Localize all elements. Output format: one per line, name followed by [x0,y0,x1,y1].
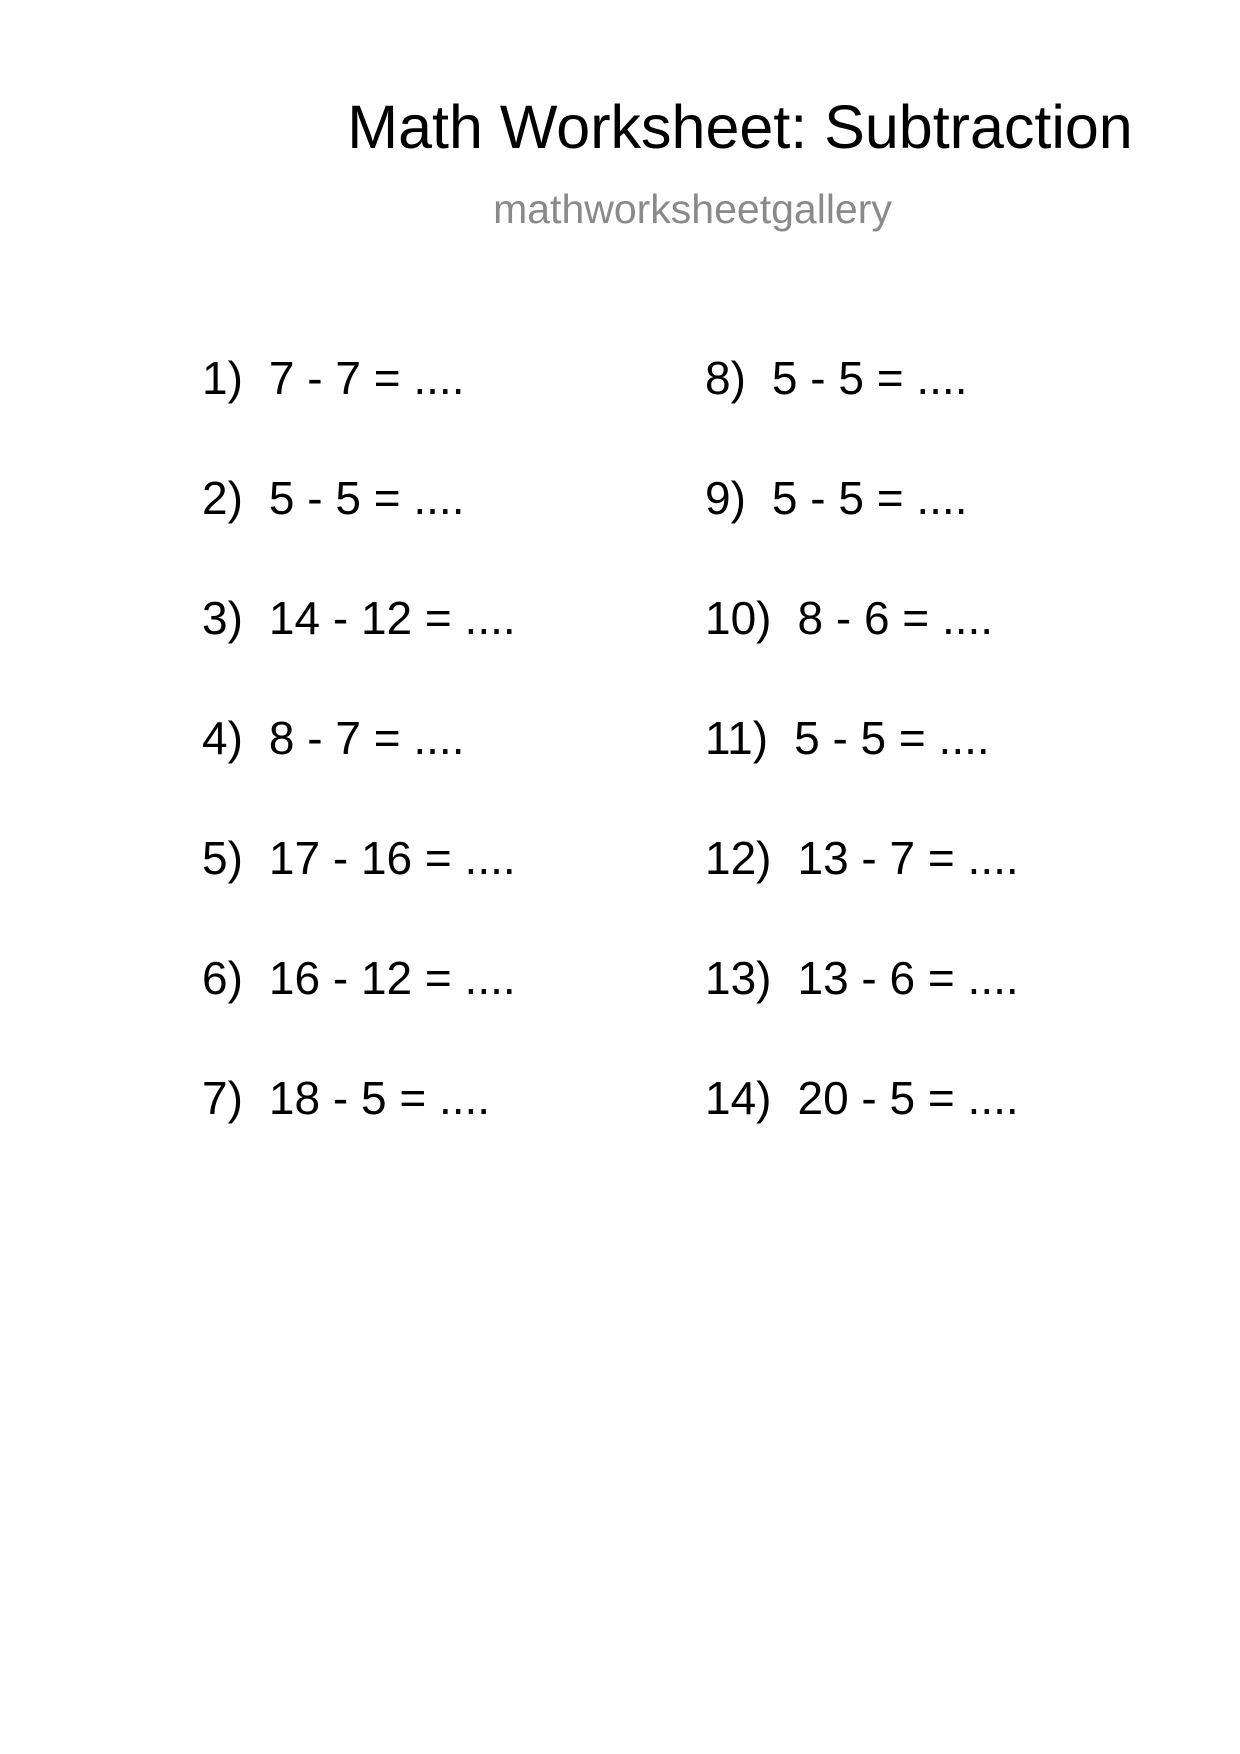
problem-expression: 5 - 5 = .... [771,472,968,524]
problem-item [705,592,1019,715]
problem-number: 6) [202,952,243,1004]
problem-number: 4) [202,712,243,764]
problem-expression: 20 - 5 = .... [797,1072,1019,1124]
problem-item [705,952,1019,1075]
problem-item [202,592,516,715]
problem-expression: 13 - 6 = .... [797,952,1019,1004]
problem-expression: 8 - 6 = .... [797,592,994,644]
problem-item [705,352,1019,475]
problem-expression: 5 - 5 = .... [268,472,465,524]
worksheet-title: Math Worksheet: Subtraction [347,93,1133,161]
problem-number: 12) [705,832,772,884]
problem-number: 11) [705,712,769,764]
problems-column-left [202,352,516,1195]
problem-number: 9) [705,472,746,524]
problem-item [202,712,516,835]
problem-expression: 18 - 5 = .... [268,1072,491,1124]
problem-number: 10) [705,592,772,644]
problem-expression: 17 - 16 = .... [268,832,516,884]
problem-number: 1) [202,352,243,404]
problem-item [705,712,1019,835]
problem-item [705,472,1019,595]
problem-number: 8) [705,352,746,404]
problem-item [202,832,516,955]
problem-item [202,472,516,595]
problem-item [202,952,516,1075]
problem-number: 7) [202,1072,243,1124]
problem-expression: 5 - 5 = .... [794,712,990,764]
problem-expression: 5 - 5 = .... [771,352,968,404]
problem-number: 14) [705,1072,772,1124]
problems-column-right [705,352,1019,1195]
problem-number: 3) [202,592,243,644]
problem-expression: 14 - 12 = .... [268,592,516,644]
problem-expression: 13 - 7 = .... [797,832,1019,884]
problem-item [202,1072,516,1195]
problem-expression: 16 - 12 = .... [268,952,516,1004]
problem-item [705,1072,1019,1195]
problem-item [202,352,516,475]
problem-number: 13) [705,952,772,1004]
problem-item [705,832,1019,955]
problem-number: 5) [202,832,243,884]
problem-number: 2) [202,472,243,524]
problem-expression: 7 - 7 = .... [268,352,465,404]
problem-expression: 8 - 7 = .... [268,712,465,764]
worksheet-source: mathworksheetgallery [493,186,892,232]
